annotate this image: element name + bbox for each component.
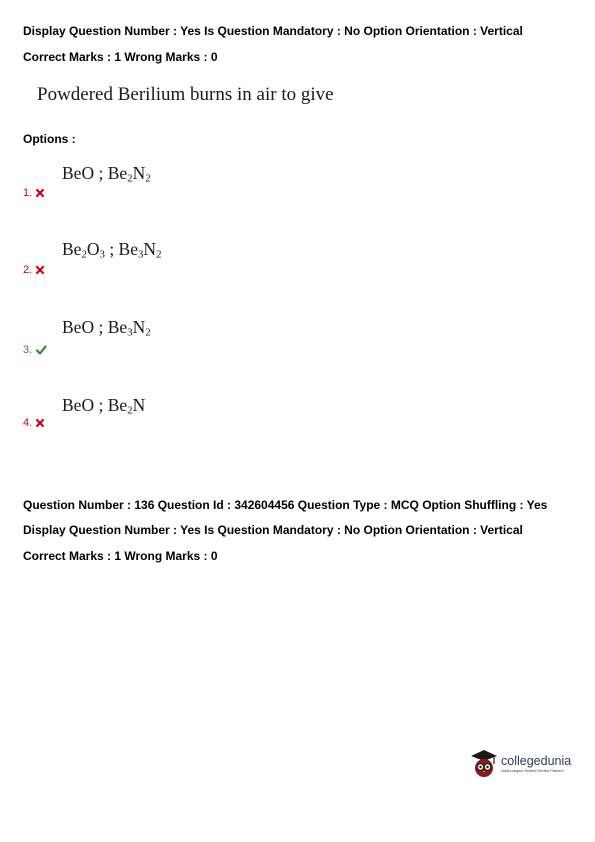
- next-question-display-line: Display Question Number : Yes Is Question Mandatory : No Option Orientation : Vertical: [23, 523, 523, 537]
- option-number-label: 3.: [23, 344, 33, 356]
- graduate-owl-icon: [470, 748, 498, 778]
- option-3-text: BeO ; $Be_3N_2$: [62, 317, 151, 339]
- option-2-number: [23, 264, 45, 276]
- logo-name: collegedunia: [501, 753, 572, 768]
- subscript: 2: [145, 172, 151, 185]
- subscript: 2: [127, 172, 133, 185]
- option-4-number: [23, 417, 45, 429]
- next-question-marks-line: Correct Marks : 1 Wrong Marks : 0: [23, 549, 218, 563]
- subscript: 3: [99, 248, 105, 261]
- subscript: 3: [138, 248, 144, 261]
- marks-line: Correct Marks : 1 Wrong Marks : 0: [23, 50, 218, 64]
- option-2-text: $Be_2O_3$ ; $Be_3N_2$: [62, 239, 162, 261]
- subscript: 2: [127, 404, 133, 417]
- checkmark-icon: [35, 345, 47, 355]
- option-1-number: [23, 187, 45, 199]
- cross-icon: [35, 188, 45, 198]
- next-question-meta-line: Question Number : 136 Question Id : 342604456 Question Type : MCQ Option Shuffling : Yes: [23, 498, 548, 512]
- option-number-label: 1.: [23, 187, 33, 199]
- logo-tagline: India's largest Student Review Platform: [501, 768, 564, 773]
- question-text: Powdered Berilium burns in air to give: [37, 84, 334, 105]
- option-1-text: BeO ; $Be_2N_2$: [62, 163, 151, 185]
- options-label: Options :: [23, 132, 76, 146]
- option-number-label: 4.: [23, 417, 33, 429]
- subscript: 2: [145, 326, 151, 339]
- cross-icon: [35, 418, 45, 428]
- subscript: 2: [156, 248, 162, 261]
- subscript: 3: [127, 326, 133, 339]
- cross-icon: [35, 265, 45, 275]
- subscript: 2: [81, 248, 87, 261]
- option-number-label: 2.: [23, 264, 33, 276]
- option-4-text: BeO ; $Be_2N$: [62, 395, 146, 417]
- collegedunia-logo: [470, 748, 571, 778]
- option-3-number: [23, 344, 47, 356]
- question-meta-line: Display Question Number : Yes Is Question Mandatory : No Option Orientation : Vertical: [23, 24, 523, 38]
